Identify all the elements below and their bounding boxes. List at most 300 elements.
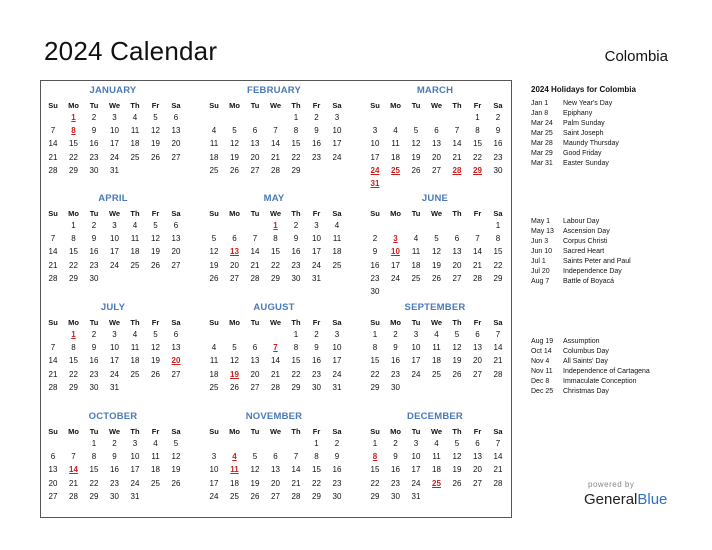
- day-cell: 17: [332, 356, 342, 366]
- holiday-date: Mar 29: [531, 150, 553, 157]
- day-cell: 27: [230, 273, 239, 283]
- day-cell: 13: [473, 343, 482, 353]
- day-cell: 28: [48, 165, 58, 175]
- weekday-header: Mo: [68, 209, 79, 218]
- day-cell: 25: [151, 478, 160, 488]
- day-cell: 9: [112, 452, 117, 462]
- weekday-header: Mo: [68, 318, 79, 327]
- day-cell: 7: [50, 234, 56, 244]
- weekday-header: We: [108, 427, 121, 436]
- day-cell: 19: [209, 260, 219, 270]
- holiday-day-cell: 1: [273, 221, 278, 230]
- generalblue-logo[interactable]: [584, 491, 667, 508]
- holiday-date: Aug 7: [531, 278, 550, 285]
- day-cell: 25: [130, 152, 140, 162]
- weekday-header: Tu: [250, 101, 260, 110]
- day-cell: 29: [312, 491, 321, 501]
- day-cell: 3: [413, 330, 419, 339]
- day-cell: 2: [393, 439, 398, 448]
- day-cell: 18: [209, 152, 219, 162]
- holiday-date: Mar 31: [531, 160, 553, 167]
- day-cell: 3: [132, 439, 138, 448]
- holiday-date: Jan 1: [531, 100, 549, 107]
- day-cell: 9: [495, 126, 501, 136]
- weekday-header: Fr: [473, 101, 482, 110]
- day-cell: 13: [171, 126, 181, 136]
- weekday-header: Th: [452, 101, 462, 110]
- day-cell: 21: [291, 478, 301, 488]
- holiday-date: Jan 8: [531, 110, 549, 117]
- day-cell: 15: [291, 356, 301, 366]
- page-title: 2024 Calendar: [44, 36, 218, 66]
- day-cell: 26: [452, 478, 462, 488]
- month-name: MARCH: [416, 85, 454, 96]
- day-cell: 13: [171, 234, 181, 244]
- day-cell: 15: [370, 356, 380, 366]
- day-cell: 23: [89, 152, 99, 162]
- day-cell: 9: [293, 234, 299, 244]
- day-cell: 28: [493, 369, 503, 379]
- day-cell: 8: [314, 452, 319, 462]
- holiday-date: Dec 25: [531, 388, 554, 395]
- day-cell: 18: [130, 247, 140, 257]
- day-cell: 4: [334, 221, 340, 230]
- holiday-day-cell: 1: [71, 113, 76, 122]
- day-cell: 22: [89, 478, 99, 488]
- weekday-header: Fr: [151, 318, 160, 327]
- weekday-header: Su: [48, 101, 58, 110]
- day-cell: 19: [151, 247, 160, 257]
- day-cell: 17: [391, 260, 400, 270]
- holiday-day-cell: 1: [71, 330, 76, 339]
- holiday-day-cell: 3: [393, 234, 398, 244]
- day-cell: 3: [112, 113, 117, 122]
- weekday-header: Fr: [473, 209, 482, 218]
- day-cell: 15: [312, 465, 321, 475]
- day-cell: 3: [112, 221, 117, 230]
- weekday-header: Mo: [390, 209, 401, 218]
- day-cell: 10: [130, 452, 140, 462]
- weekday-header: Sa: [493, 427, 503, 436]
- holiday-name: Palm Sunday: [563, 120, 605, 127]
- day-cell: 20: [452, 260, 462, 270]
- day-cell: 9: [91, 126, 97, 136]
- day-cell: 8: [293, 343, 299, 353]
- holiday-date: Jul 1: [531, 258, 546, 265]
- day-cell: 7: [71, 452, 76, 462]
- day-cell: 17: [209, 478, 219, 488]
- day-cell: 12: [171, 452, 181, 462]
- day-cell: 23: [89, 260, 99, 270]
- day-cell: 3: [334, 113, 340, 122]
- day-cell: 21: [493, 465, 503, 475]
- weekday-header: Sa: [171, 209, 181, 218]
- brand-blue: Blue: [637, 491, 668, 508]
- day-cell: 12: [151, 234, 160, 244]
- day-cell: 2: [293, 221, 299, 230]
- holiday-date: Oct 14: [531, 348, 552, 355]
- day-cell: 14: [493, 343, 503, 353]
- day-cell: 24: [130, 478, 140, 488]
- day-cell: 8: [71, 343, 76, 353]
- day-cell: 26: [151, 152, 160, 162]
- day-cell: 16: [312, 139, 321, 149]
- holiday-name: Assumption: [563, 338, 600, 345]
- day-cell: 20: [250, 152, 260, 162]
- day-cell: 9: [393, 452, 398, 462]
- weekday-header: Sa: [171, 101, 181, 110]
- day-cell: 8: [71, 234, 76, 244]
- day-cell: 13: [171, 343, 181, 353]
- day-cell: 20: [250, 369, 260, 379]
- holiday-date: Dec 8: [531, 378, 550, 385]
- day-cell: 6: [50, 452, 56, 462]
- day-cell: 23: [312, 369, 321, 379]
- day-cell: 14: [48, 356, 58, 366]
- day-cell: 16: [291, 247, 301, 257]
- day-cell: 4: [211, 343, 217, 353]
- day-cell: 25: [209, 165, 219, 175]
- day-cell: 29: [69, 273, 78, 283]
- month-april: [43, 189, 183, 295]
- day-cell: 12: [432, 247, 441, 257]
- day-cell: 11: [332, 234, 342, 244]
- day-cell: 7: [50, 343, 56, 353]
- holiday-name: Epiphany: [563, 110, 593, 117]
- weekday-header: Fr: [312, 101, 321, 110]
- day-cell: 28: [48, 273, 58, 283]
- day-cell: 21: [48, 369, 58, 379]
- day-cell: 14: [493, 452, 503, 462]
- weekday-header: Fr: [312, 318, 321, 327]
- day-cell: 28: [271, 382, 280, 392]
- weekday-header: Mo: [229, 318, 240, 327]
- day-cell: 26: [230, 165, 239, 175]
- holiday-date: Aug 19: [531, 338, 554, 345]
- day-cell: 19: [452, 465, 462, 475]
- day-cell: 27: [473, 369, 482, 379]
- day-cell: 24: [110, 369, 119, 379]
- day-cell: 20: [473, 356, 482, 366]
- weekday-header: Fr: [473, 427, 482, 436]
- day-cell: 2: [112, 439, 117, 448]
- weekday-header: Fr: [473, 318, 482, 327]
- day-cell: 24: [312, 260, 321, 270]
- day-cell: 14: [250, 247, 260, 257]
- weekday-header: We: [269, 209, 282, 218]
- day-cell: 1: [91, 439, 97, 448]
- day-cell: 9: [314, 126, 319, 136]
- day-cell: 15: [89, 465, 99, 475]
- day-cell: 4: [211, 126, 217, 136]
- day-cell: 6: [273, 452, 278, 462]
- day-cell: 6: [434, 126, 439, 136]
- day-cell: 5: [232, 126, 237, 136]
- weekday-header: Th: [452, 209, 462, 218]
- day-cell: 5: [454, 330, 460, 339]
- weekday-header: Th: [452, 427, 462, 436]
- day-cell: 18: [432, 356, 441, 366]
- day-cell: 20: [271, 478, 280, 488]
- weekday-header: Sa: [332, 318, 342, 327]
- holiday-name: Battle of Boyacá: [563, 278, 614, 285]
- day-cell: 6: [252, 343, 258, 353]
- day-cell: 15: [493, 247, 503, 257]
- day-cell: 2: [91, 330, 97, 339]
- day-cell: 3: [112, 330, 117, 339]
- day-cell: 22: [69, 152, 78, 162]
- holiday-date: Jun 3: [531, 238, 549, 245]
- day-cell: 28: [69, 491, 78, 501]
- day-cell: 21: [69, 478, 78, 488]
- day-cell: 18: [130, 139, 140, 149]
- day-cell: 16: [493, 139, 503, 149]
- day-cell: 24: [110, 152, 119, 162]
- holiday-name: Saint Joseph: [563, 130, 604, 137]
- day-cell: 6: [454, 234, 460, 244]
- weekday-header: Su: [209, 427, 219, 436]
- day-cell: 23: [391, 478, 400, 488]
- holiday-day-cell: 7: [273, 343, 278, 353]
- day-cell: 5: [232, 343, 237, 353]
- weekday-header: Mo: [229, 427, 240, 436]
- day-cell: 28: [493, 478, 503, 488]
- day-cell: 4: [132, 330, 138, 339]
- holiday-name: Sacred Heart: [563, 248, 605, 255]
- day-cell: 22: [370, 369, 380, 379]
- weekday-header: Su: [370, 318, 380, 327]
- holiday-day-cell: 8: [71, 126, 76, 136]
- weekday-header: Tu: [411, 318, 421, 327]
- day-cell: 14: [452, 139, 462, 149]
- day-cell: 17: [312, 247, 321, 257]
- day-cell: 26: [432, 273, 441, 283]
- holiday-day-cell: 13: [230, 247, 239, 257]
- holiday-date: May 13: [531, 228, 554, 235]
- day-cell: 2: [314, 113, 319, 122]
- day-cell: 9: [91, 343, 97, 353]
- weekday-header: Sa: [171, 318, 181, 327]
- powered-by-text: powered by: [588, 480, 635, 489]
- day-cell: 21: [48, 152, 58, 162]
- weekday-header: Su: [209, 101, 219, 110]
- day-cell: 18: [411, 260, 421, 270]
- day-cell: 31: [110, 382, 119, 392]
- day-cell: 12: [452, 452, 462, 462]
- day-cell: 3: [211, 452, 217, 462]
- day-cell: 21: [250, 260, 260, 270]
- day-cell: 11: [432, 343, 441, 353]
- day-cell: 19: [151, 356, 160, 366]
- day-cell: 4: [153, 439, 158, 448]
- day-cell: 10: [110, 234, 119, 244]
- day-cell: 17: [411, 356, 421, 366]
- weekday-header: Su: [370, 427, 380, 436]
- day-cell: 1: [495, 221, 501, 230]
- day-cell: 24: [332, 152, 342, 162]
- month-november: [204, 407, 344, 513]
- day-cell: 19: [151, 139, 160, 149]
- day-cell: 26: [171, 478, 181, 488]
- month-july: [43, 298, 183, 404]
- day-cell: 5: [153, 113, 158, 122]
- brand-general: General: [584, 491, 638, 508]
- day-cell: 13: [48, 465, 58, 475]
- holiday-name: Maundy Thursday: [563, 140, 619, 147]
- day-cell: 6: [252, 126, 258, 136]
- day-cell: 9: [334, 452, 340, 462]
- weekday-header: Tu: [250, 427, 260, 436]
- holiday-day-cell: 25: [391, 165, 400, 175]
- month-name: OCTOBER: [88, 411, 138, 422]
- day-cell: 18: [130, 356, 140, 366]
- day-cell: 25: [130, 260, 140, 270]
- day-cell: 8: [372, 343, 378, 353]
- weekday-header: Tu: [250, 318, 260, 327]
- day-cell: 25: [411, 273, 421, 283]
- day-cell: 27: [432, 165, 441, 175]
- day-cell: 9: [393, 343, 398, 353]
- day-cell: 6: [173, 221, 179, 230]
- weekday-header: Tu: [250, 209, 260, 218]
- day-cell: 29: [69, 165, 78, 175]
- holiday-day-cell: 11: [230, 465, 239, 475]
- holiday-date: Mar 25: [531, 130, 553, 137]
- day-cell: 5: [153, 221, 158, 230]
- month-name: JUNE: [421, 193, 449, 204]
- day-cell: 19: [411, 152, 421, 162]
- month-name: FEBRUARY: [246, 85, 302, 96]
- day-cell: 16: [110, 465, 119, 475]
- day-cell: 24: [411, 369, 421, 379]
- day-cell: 26: [151, 369, 160, 379]
- holiday-name: Good Friday: [563, 150, 602, 157]
- holiday-date: Jul 20: [531, 268, 550, 275]
- day-cell: 22: [291, 152, 301, 162]
- day-cell: 3: [334, 330, 340, 339]
- day-cell: 16: [332, 465, 342, 475]
- day-cell: 3: [314, 221, 319, 230]
- holidays-title: 2024 Holidays for Colombia: [531, 85, 636, 94]
- day-cell: 27: [48, 491, 58, 501]
- day-cell: 30: [370, 287, 380, 296]
- day-cell: 30: [332, 491, 342, 501]
- day-cell: 17: [332, 139, 342, 149]
- month-name: DECEMBER: [407, 411, 463, 422]
- month-june: [365, 189, 505, 295]
- day-cell: 2: [393, 330, 398, 339]
- day-cell: 23: [312, 152, 321, 162]
- day-cell: 26: [209, 273, 219, 283]
- day-cell: 24: [332, 369, 342, 379]
- holiday-day-cell: 10: [391, 247, 400, 257]
- day-cell: 6: [173, 330, 179, 339]
- holiday-name: Ascension Day: [563, 228, 610, 235]
- weekday-header: Mo: [68, 427, 79, 436]
- calendar-grid: [40, 80, 512, 518]
- day-cell: 30: [391, 491, 400, 501]
- holiday-name: Christmas Day: [563, 388, 609, 395]
- day-cell: 6: [475, 439, 480, 448]
- day-cell: 16: [391, 356, 400, 366]
- day-cell: 17: [130, 465, 140, 475]
- day-cell: 11: [432, 452, 441, 462]
- day-cell: 29: [493, 273, 503, 283]
- holiday-name: Easter Sunday: [563, 160, 609, 167]
- weekday-header: Mo: [390, 427, 401, 436]
- day-cell: 2: [91, 113, 97, 122]
- holiday-day-cell: 20: [171, 356, 181, 366]
- weekday-header: Sa: [493, 318, 503, 327]
- day-cell: 26: [250, 491, 260, 501]
- day-cell: 14: [271, 139, 280, 149]
- weekday-header: Th: [130, 427, 140, 436]
- day-cell: 30: [312, 382, 321, 392]
- day-cell: 12: [151, 126, 160, 136]
- day-cell: 1: [71, 221, 76, 230]
- day-cell: 12: [151, 343, 160, 353]
- day-cell: 3: [413, 439, 419, 448]
- month-february: [204, 81, 344, 187]
- day-cell: 13: [250, 139, 260, 149]
- month-march: [365, 81, 505, 187]
- day-cell: 25: [209, 382, 219, 392]
- day-cell: 8: [495, 234, 501, 244]
- weekday-header: Fr: [151, 427, 160, 436]
- day-cell: 21: [493, 356, 503, 366]
- day-cell: 5: [413, 126, 419, 136]
- day-cell: 17: [370, 152, 380, 162]
- day-cell: 26: [230, 382, 239, 392]
- day-cell: 13: [250, 356, 260, 366]
- month-name: JANUARY: [89, 85, 137, 96]
- day-cell: 13: [271, 465, 280, 475]
- day-cell: 11: [391, 139, 400, 149]
- holiday-name: Corpus Christi: [563, 238, 608, 245]
- weekday-header: We: [430, 209, 443, 218]
- weekday-header: Mo: [390, 101, 401, 110]
- day-cell: 4: [132, 221, 138, 230]
- day-cell: 18: [151, 465, 160, 475]
- holiday-name: Columbus Day: [563, 348, 609, 355]
- day-cell: 6: [173, 113, 179, 122]
- day-cell: 16: [89, 356, 99, 366]
- weekday-header: We: [269, 427, 282, 436]
- day-cell: 6: [232, 234, 237, 244]
- day-cell: 12: [411, 139, 421, 149]
- day-cell: 29: [291, 382, 301, 392]
- weekday-header: We: [108, 318, 121, 327]
- day-cell: 7: [273, 126, 278, 136]
- weekday-header: Th: [291, 209, 301, 218]
- day-cell: 16: [391, 465, 400, 475]
- day-cell: 23: [89, 369, 99, 379]
- weekday-header: Tu: [411, 101, 421, 110]
- day-cell: 15: [69, 139, 78, 149]
- day-cell: 16: [89, 247, 99, 257]
- day-cell: 4: [393, 126, 398, 136]
- day-cell: 27: [171, 260, 181, 270]
- day-cell: 10: [332, 126, 342, 136]
- day-cell: 2: [91, 221, 97, 230]
- day-cell: 2: [314, 330, 319, 339]
- day-cell: 9: [314, 343, 319, 353]
- weekday-header: Fr: [151, 101, 160, 110]
- day-cell: 2: [495, 113, 501, 122]
- day-cell: 1: [475, 113, 480, 122]
- day-cell: 15: [370, 465, 380, 475]
- day-cell: 24: [411, 478, 421, 488]
